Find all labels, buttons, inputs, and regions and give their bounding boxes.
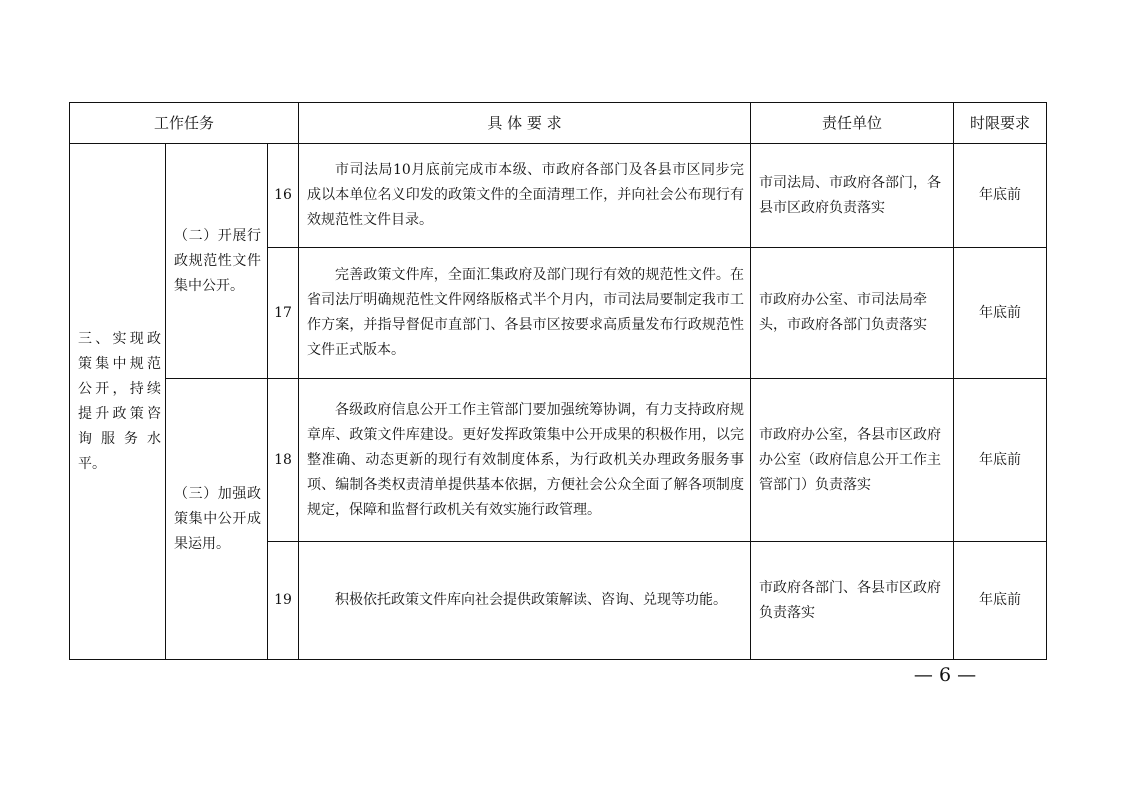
- header-deadline: 时限要求: [954, 103, 1047, 144]
- deadline-cell: 年底前: [954, 144, 1047, 248]
- requirement-cell: [299, 379, 751, 542]
- header-unit: 责任单位: [751, 103, 954, 144]
- row-number: 18: [268, 379, 299, 542]
- page-number: — 6 —: [913, 664, 977, 686]
- row-number: 16: [268, 144, 299, 248]
- responsible-unit-cell: 市政府各部门、各县市区政府负责落实: [751, 542, 954, 660]
- responsible-unit-cell: 市政府办公室，各县市区政府办公室（政府信息公开工作主管部门）负责落实: [751, 379, 954, 542]
- responsible-unit-cell: 市司法局、市政府各部门，各县市区政府负责落实: [751, 144, 954, 248]
- deadline-cell: 年底前: [954, 379, 1047, 542]
- responsible-unit-cell: 市政府办公室、市司法局牵头，市政府各部门负责落实: [751, 248, 954, 379]
- deadline-cell: 年底前: [954, 248, 1047, 379]
- table-row: [70, 144, 1047, 248]
- requirement-text: 各级政府信息公开工作主管部门要加强统筹协调，有力支持政府规章库、政策文件库建设。更好发挥政策集中公开成果的积极作用，以完整准确、动态更新的现行有效制度体系，为行政机关办理政务服务事项、编制各类权责清单提供基本依据，方便社会公众全面了解各项制度规定，保障和监督行政机关有效实施行政管理。: [307, 401, 745, 518]
- header-requirement: 具 体 要 求: [299, 103, 751, 144]
- requirement-text: 完善政策文件库，全面汇集政府及部门现行有效的规范性文件。在省司法厅明确规范性文件网络版格式半个月内，市司法局要制定我市工作方案，并指导督促市直部门、各县市区按要求高质量发布行政规范性文件正式版本。: [307, 267, 745, 358]
- task-table: [69, 102, 1047, 660]
- requirement-cell: [299, 542, 751, 660]
- row-number: 17: [268, 248, 299, 379]
- table-row: [70, 379, 1047, 542]
- requirement-cell: [299, 248, 751, 379]
- requirement-text: 市司法局10月底前完成市本级、市政府各部门及各县市区同步完成以本单位名义印发的政策文件的全面清理工作，并向社会公布现行有效规范性文件目录。: [307, 162, 745, 228]
- requirement-text: 积极依托政策文件库向社会提供政策解读、咨询、兑现等功能。: [335, 592, 728, 608]
- deadline-cell: 年底前: [954, 542, 1047, 660]
- row-number: 19: [268, 542, 299, 660]
- header-task: 工作任务: [70, 103, 299, 144]
- sub-task-cell: （三）加强政策集中公开成果运用。: [166, 379, 268, 660]
- sub-task-cell: （二）开展行政规范性文件集中公开。: [166, 144, 268, 379]
- table-header-row: [70, 103, 1047, 144]
- requirement-cell: [299, 144, 751, 248]
- main-task-cell: 三、实现政策集中规范公开，持续提升政策咨询服务水平。: [70, 144, 166, 660]
